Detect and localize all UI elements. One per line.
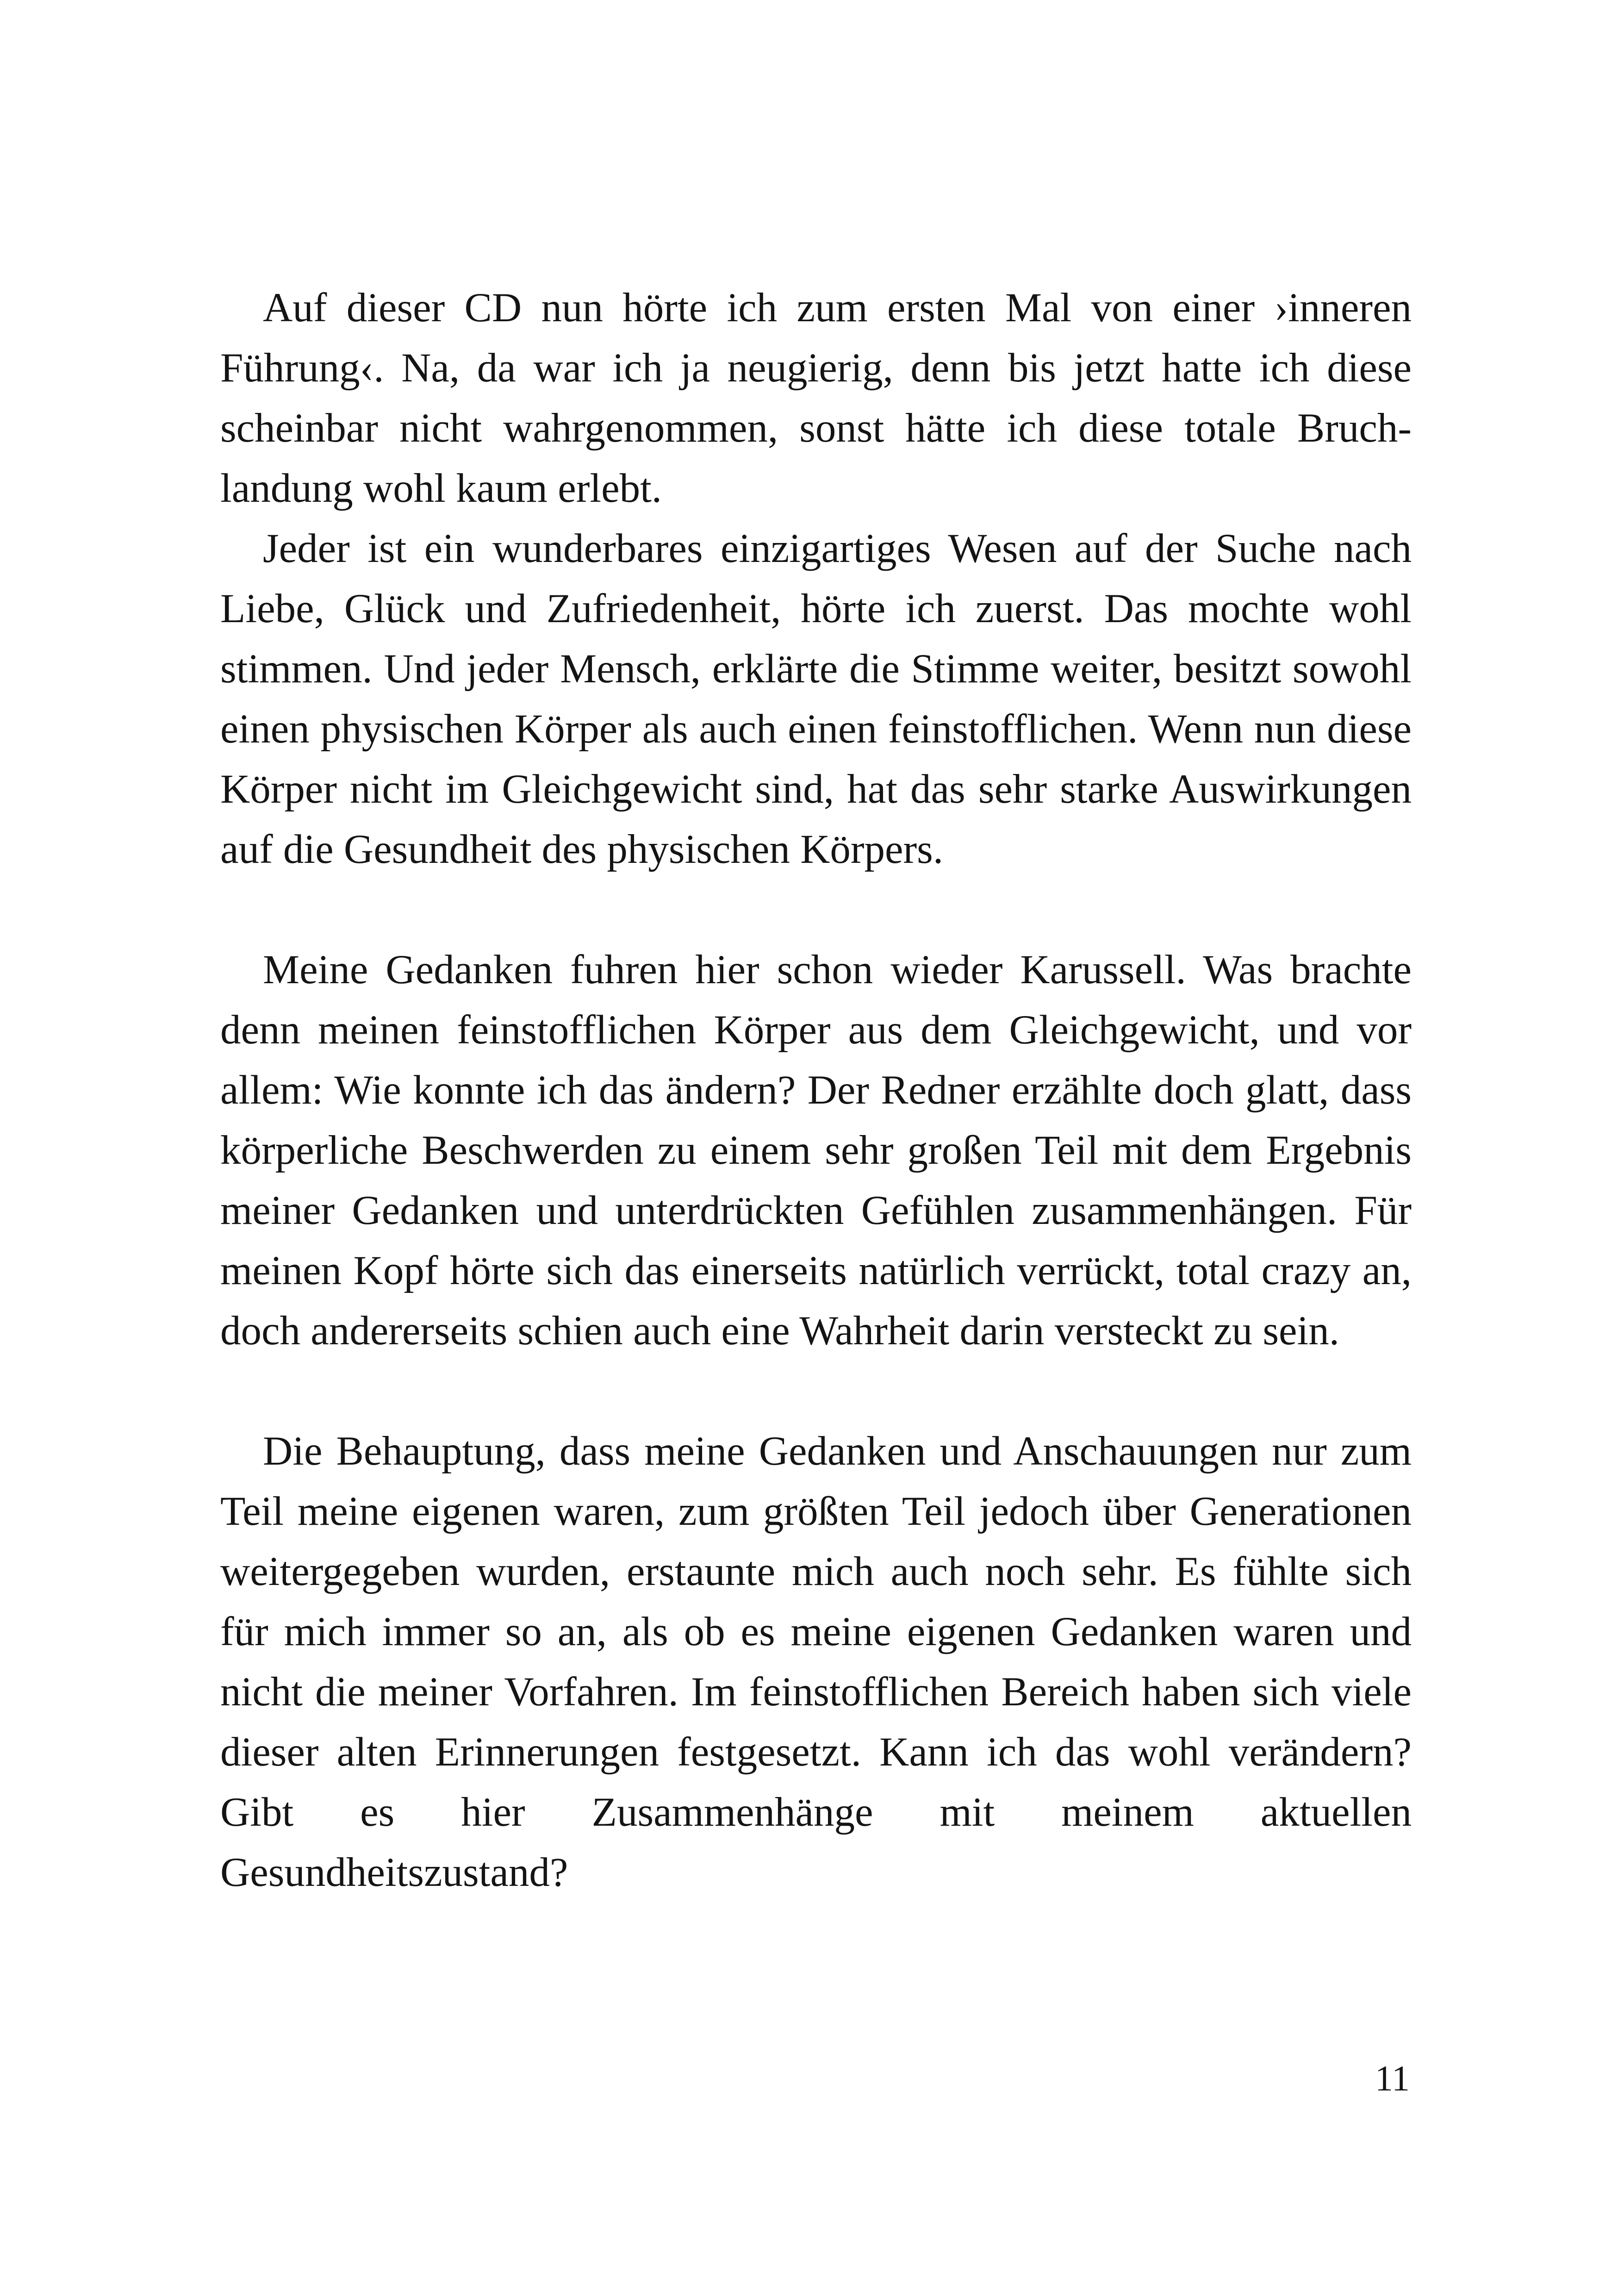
paragraph-spacer [220,880,1412,940]
paragraph-carousel-thoughts: Meine Gedanken fuhren hier schon wieder Karussell. Was brachte denn meinen feinstofflichen Körper aus dem Gleichgewicht, und vor allem: Wie konnte ich das ändern? Der Redner erzählte doch glatt, dass körperliche Beschwerden zu einem sehr großen Teil mit dem Ergebnis meiner Gedanken und unterdrückten Gefühlen zusammenhängen. Für meinen Kopf hörte sich das einerseits natürlich verrückt, total crazy an, doch andererseits schien auch eine Wahrheit darin versteckt zu sein. [220,947,1412,1354]
page-number: 11 [1375,2058,1410,2098]
paragraph-inherited-thoughts: Die Behauptung, dass meine Gedanken und Anschauungen nur zum Teil meine eigenen waren, zum größten Teil jedoch über Generationen weitergegeben wurden, erstaunte mich auch noch sehr. Es fühlte sich für mich immer so an, als ob es meine eigenen Gedanken waren und nicht die meiner Vorfahren. Im feinstofflichen Bereich haben sich viele dieser alten Erinnerungen festgesetzt. Kann ich das wohl verändern? Gibt es hier Zusammenhänge mit meinem aktuellen Gesundheitszustand? [220,1429,1412,1895]
paragraph-unique-being: Jeder ist ein wunderbares einzigartiges Wesen auf der Suche nach Liebe, Glück und Zufriedenheit, hörte ich zuerst. Das mochte wohl stimmen. Und jeder Mensch, erklärte die Stimme weiter, besitzt sowohl einen physischen Körper als auch einen feinstofflichen. Wenn nun diese Körper nicht im Gleichgewicht sind, hat das sehr starke Auswirkungen auf die Gesundheit des physischen Körpers. [220,526,1412,872]
paragraph-spacer [220,1361,1412,1421]
body-text [220,278,1412,1903]
paragraph-inner-guidance: Auf dieser CD nun hörte ich zum ersten Mal von einer ›inneren Führung‹. Na, da war ich ja neugierig, denn bis jetzt hatte ich diese scheinbar nicht wahrgenommen, sonst hätte ich diese totale Bruchlandung wohl kaum erlebt. [220,285,1412,511]
